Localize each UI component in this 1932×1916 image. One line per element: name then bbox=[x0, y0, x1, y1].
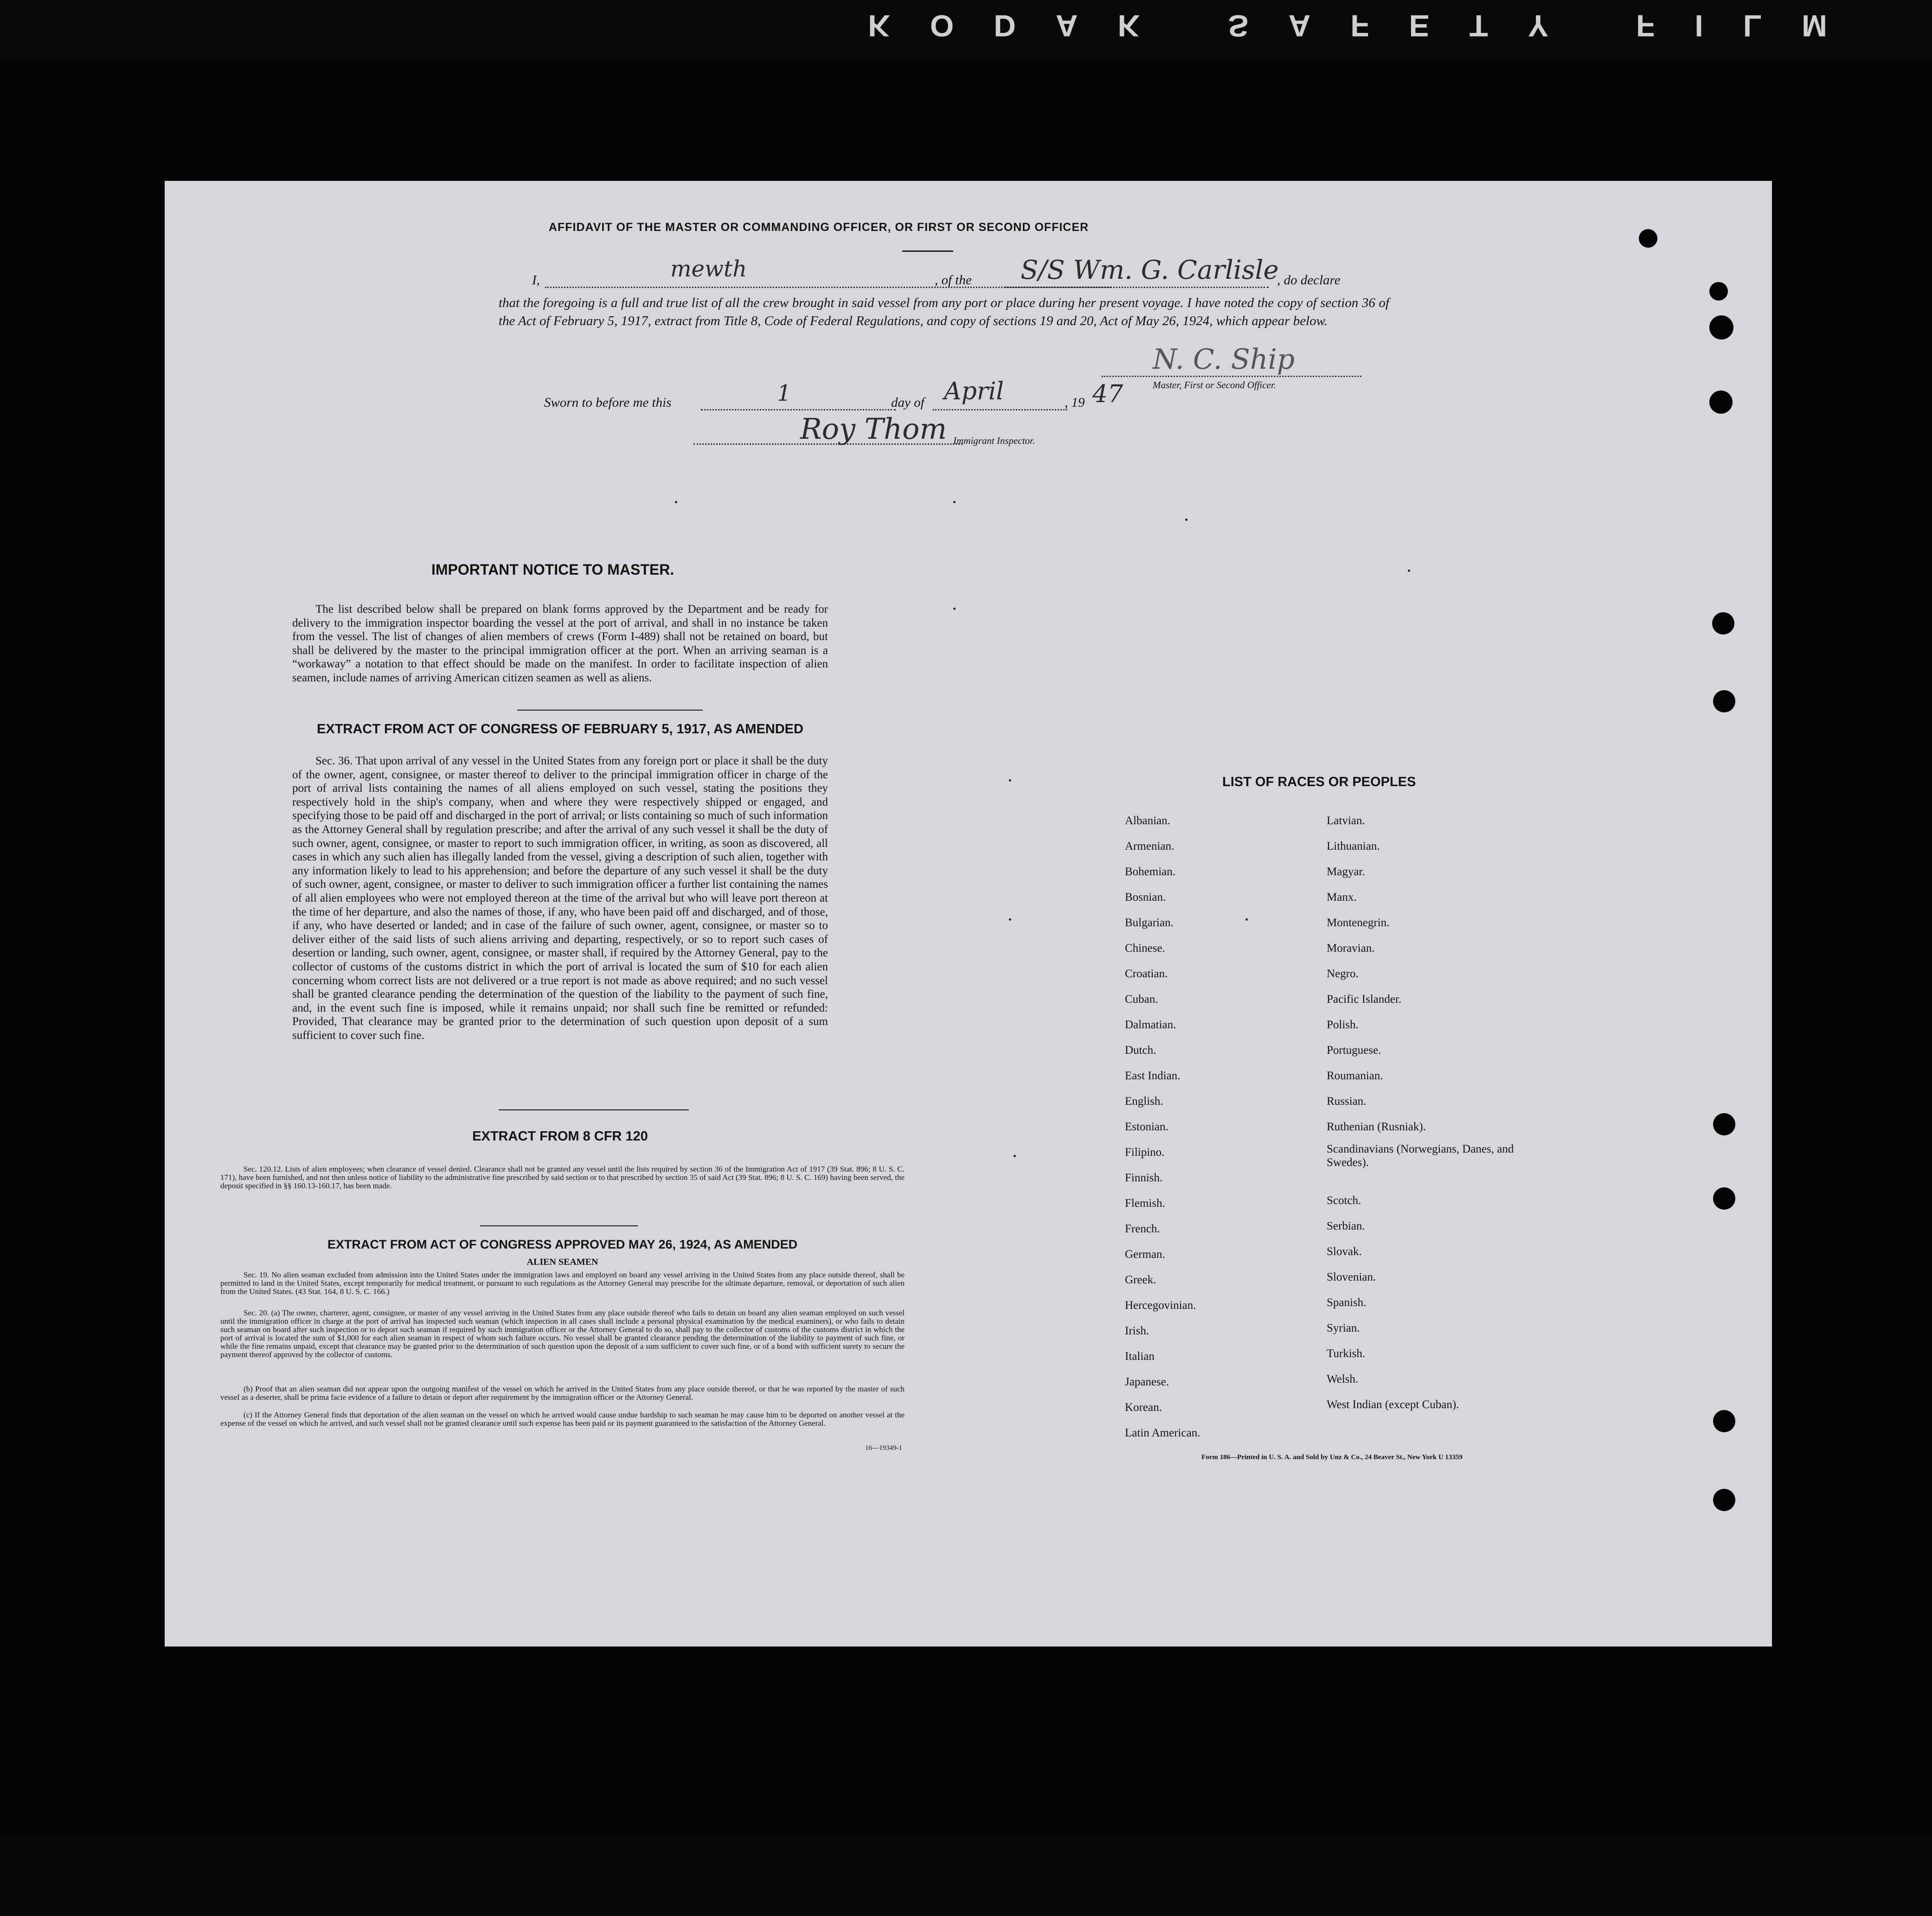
race-item: Greek. bbox=[1125, 1274, 1156, 1286]
vessel-line bbox=[1004, 287, 1269, 288]
races-left-list bbox=[1125, 808, 1301, 1446]
handwritten-name: mewth bbox=[670, 256, 747, 282]
document-page bbox=[165, 181, 1772, 1647]
race-item: Finnish. bbox=[1125, 1172, 1163, 1184]
race-item: Slovak. bbox=[1327, 1245, 1362, 1258]
extract-1924-heading: EXTRACT FROM ACT OF CONGRESS APPROVED MAY 26, 1924, AS AMENDED bbox=[327, 1237, 798, 1251]
extract-1924-subheading: ALIEN SEAMEN bbox=[526, 1257, 598, 1267]
race-item: Scotch. bbox=[1327, 1194, 1361, 1207]
race-item: Dutch. bbox=[1125, 1044, 1156, 1057]
race-item: Armenian. bbox=[1125, 840, 1175, 852]
race-item: Hercegovinian. bbox=[1125, 1299, 1196, 1312]
race-item: Pacific Islander. bbox=[1327, 993, 1402, 1006]
race-item: Spanish. bbox=[1327, 1296, 1367, 1309]
race-item: Montenegrin. bbox=[1327, 916, 1390, 929]
binder-hole bbox=[1713, 690, 1735, 712]
affidavit-of-the: , of the bbox=[935, 273, 972, 288]
extract-1924-sec20b: (b) Proof that an alien seaman did not appear upon the outgoing manifest of the vessel on which he arrived in the United States from any place outside thereof, or that he was reported by the master of such vessel as a deserter, shall be prima facie evidence of a failure to detain or deport after requirement by the immigration officer or the Attorney General. bbox=[220, 1384, 905, 1402]
race-item: Slovenian. bbox=[1327, 1271, 1376, 1283]
notice-rule bbox=[517, 710, 703, 711]
extract-1924-sec20a: Sec. 20. (a) The owner, charterer, agent, consignee, or master of any vessel arriving in the United States from any place outside thereof who fails to detain on board any alien seaman employed on such vessel until the immigration officer in charge at the port of arrival has inspected such seaman (which inspection in all cases shall include a personal physical examination by the medical examiners), or who fails to detain such seaman on board after such inspection or to deport such seaman if required by such immigration officer or the Attorney General to do so, shall pay to the collector of customs of the customs district in which the port of arrival is located the sum of $1,000 for each alien seaman in respect of whom such failure occurs. No vessel shall be granted clearance pending the determination of the liability to payment of such fine, or while the fine remains unpaid, except that clearance may be granted prior to the determination of such question upon the deposit of a sum sufficient to cover such fine, or of a bond with sufficient surety to secure the payment thereof approved by the collector of customs. bbox=[220, 1308, 905, 1359]
race-item: West Indian (except Cuban). bbox=[1327, 1398, 1459, 1411]
race-item: Estonian. bbox=[1125, 1121, 1168, 1133]
binder-hole bbox=[1639, 229, 1657, 248]
race-item: East Indian. bbox=[1125, 1070, 1181, 1082]
film-bottom-strip bbox=[0, 1837, 1932, 1916]
race-item: Dalmatian. bbox=[1125, 1019, 1176, 1031]
handwritten-month: April bbox=[944, 378, 1004, 405]
race-item: Manx. bbox=[1327, 891, 1357, 904]
speck bbox=[675, 501, 677, 503]
title-rule bbox=[902, 250, 953, 252]
cfr-rule bbox=[499, 1109, 689, 1110]
film-edge-text: KODAK SAFETY FILM bbox=[868, 9, 1867, 43]
binder-hole bbox=[1713, 1489, 1735, 1511]
extract-1917-heading: EXTRACT FROM ACT OF CONGRESS OF FEBRUARY 5, 1917, AS AMENDED bbox=[317, 722, 803, 737]
handwritten-vessel: S/S Wm. G. Carlisle bbox=[1021, 255, 1279, 285]
affidavit-pronoun: I, bbox=[532, 273, 540, 288]
race-item: Bulgarian. bbox=[1125, 916, 1174, 929]
race-item: Latvian. bbox=[1327, 814, 1365, 827]
race-item: Flemish. bbox=[1125, 1197, 1165, 1210]
race-item: Albanian. bbox=[1125, 814, 1170, 827]
extract-1917-body: Sec. 36. That upon arrival of any vessel in the United States from any foreign port or place it shall be the duty of the owner, agent, consignee, or master thereof to deliver to the principal immigration officer in charge of the port of arrival lists containing the names of all aliens employed on such vessel, stating the positions they respectively hold in the ship's company, when and where they were respectively shipped or engaged, and specifying those to be paid off and discharged in the port of arrival; or lists containing so much of such information as the Attorney General shall by regulation prescribe; and after the arrival of any such vessel it shall be the duty of such owner, agent, consignee, or master to report to such immigration officer, in writing, as soon as discovered, all cases in which any such alien has illegally landed from the vessel, giving a description of such alien, together with any information likely to lead to his apprehension; and before the departure of any such vessel it shall be the duty of such owner, agent, consignee, or master to deliver to such immigration officer a further list containing the names of all alien employees who were not employed thereon at the time of the arrival but who will leave port thereon at the time of her departure, and also the names of those, if any, who have been paid off and discharged, and of those, if any, who have deserted or landed; and in case of the failure of such owner, agent, consignee, or master so to deliver either of the said lists of such aliens arriving and departing, respectively, or so to report such cases of desertion or landing, such owner, agent, consignee, or master shall, if required by the Attorney General, pay to the collector of customs of the customs district in which the port of arrival is located the sum of $10 for each alien concerning whom correct lists are not delivered or a true report is not made as above required; and no such vessel shall be granted clearance pending the determination of the question of the liability to the payment of such fine, and, in the event such fine is imposed, while it remains unpaid; nor shall such fine be remitted or refunded: Provided, That clearance may be granted prior to the determination of such question upon deposit of a sum sufficient to cover such fine. bbox=[292, 755, 828, 1042]
binder-hole bbox=[1713, 1113, 1735, 1135]
inspector-caption: Immigrant Inspector. bbox=[953, 435, 1035, 446]
month-line bbox=[933, 409, 1067, 410]
race-item: Lithuanian. bbox=[1327, 840, 1380, 852]
races-right-list bbox=[1327, 808, 1531, 1417]
binder-hole bbox=[1713, 1410, 1735, 1432]
races-heading: LIST OF RACES OR PEOPLES bbox=[1222, 775, 1416, 789]
extract-cfr-heading: EXTRACT FROM 8 CFR 120 bbox=[472, 1129, 648, 1144]
race-item: Turkish. bbox=[1327, 1347, 1366, 1360]
film-edge-strip bbox=[0, 0, 1932, 58]
race-item: Croatian. bbox=[1125, 968, 1168, 980]
race-item: Serbian. bbox=[1327, 1220, 1365, 1232]
extract-1924-sec20c: (c) If the Attorney General finds that deportation of the alien seaman on the vessel on which he arrived would cause undue hardship to such seaman he may cause him to be deported on another vessel at the expense of the vessel on which he arrived, and such vessel shall not be granted clearance until such expense has been paid or its payment guaranteed to the satisfaction of the Attorney General. bbox=[220, 1410, 905, 1428]
binder-hole bbox=[1713, 1187, 1735, 1210]
day-line bbox=[701, 409, 896, 410]
race-item: Negro. bbox=[1327, 968, 1359, 980]
race-item: Italian bbox=[1125, 1350, 1155, 1363]
binder-hole bbox=[1709, 315, 1733, 340]
race-item: Latin American. bbox=[1125, 1427, 1200, 1439]
race-item: Korean. bbox=[1125, 1401, 1162, 1414]
inspector-line bbox=[693, 443, 963, 445]
race-item: Chinese. bbox=[1125, 942, 1165, 955]
race-item: Bosnian. bbox=[1125, 891, 1166, 904]
affidavit-title: AFFIDAVIT OF THE MASTER OR COMMANDING OFFICER, OR FIRST OR SECOND OFFICER bbox=[548, 221, 1089, 234]
sworn-prefix: Sworn to before me this bbox=[544, 395, 672, 410]
race-item: Portuguese. bbox=[1327, 1044, 1381, 1057]
speck bbox=[953, 501, 956, 503]
race-item: Moravian. bbox=[1327, 942, 1375, 955]
speck bbox=[1014, 1155, 1016, 1157]
race-item: Japanese. bbox=[1125, 1376, 1169, 1388]
race-item: Ruthenian (Rusniak). bbox=[1327, 1121, 1426, 1133]
inspector-signature: Roy Thom bbox=[800, 412, 947, 446]
printer-imprint: Form 186—Printed in U. S. A. and Sold by Unz & Co., 24 Beaver St., New York U 13359 bbox=[1201, 1454, 1463, 1461]
race-item: French. bbox=[1125, 1223, 1160, 1235]
race-item: Filipino. bbox=[1125, 1146, 1165, 1159]
form-number: 16—19349-1 bbox=[865, 1444, 902, 1452]
day-of: day of bbox=[891, 395, 924, 410]
race-item: German. bbox=[1125, 1248, 1165, 1261]
race-item: Syrian. bbox=[1327, 1322, 1360, 1334]
extract-cfr-body: Sec. 120.12. Lists of alien employees; when clearance of vessel denied. Clearance shall not be granted any vessel until the lists required by section 36 of the Immigration Act of 1917 (39 Stat. 896; 8 U. S. C. 171), have been furnished, and not then unless notice of liability to the administrative fine prescribed by said section or to that prescribed by section 35 of said Act (39 Stat. 896; 8 U. S. C. 169) having been served, the deposit specified in §§ 160.13-160.17, has been made. bbox=[220, 1165, 905, 1190]
race-item: Cuban. bbox=[1125, 993, 1158, 1006]
race-item: Polish. bbox=[1327, 1019, 1359, 1031]
affidavit-do-declare: , do declare bbox=[1277, 273, 1341, 288]
master-signature-line bbox=[1102, 376, 1361, 377]
binder-hole bbox=[1712, 612, 1734, 634]
handwritten-year: 47 bbox=[1092, 380, 1123, 408]
binder-hole bbox=[1709, 282, 1728, 301]
race-item: Irish. bbox=[1125, 1325, 1149, 1337]
notice-body: The list described below shall be prepared on blank forms approved by the Department and be ready for delivery to the immigration inspector boarding the vessel at the port of arrival, and shall in no instance be taken from the vessel. The list of changes of alien members of crews (Form I-489) shall not be retained on board, but shall be delivered by the master to the principal immigration officer at the port. When an arriving seaman is a “workaway” a notation to that effect should be made on the manifest. In order to facilitate inspection of alien seamen, include names of arriving American citizen seamen as well as aliens. bbox=[292, 603, 828, 684]
race-item: English. bbox=[1125, 1095, 1163, 1108]
notice-heading: IMPORTANT NOTICE TO MASTER. bbox=[431, 561, 674, 578]
master-signature: N. C. Ship bbox=[1153, 343, 1295, 376]
race-item: Roumanian. bbox=[1327, 1070, 1383, 1082]
extract-1924-sec19: Sec. 19. No alien seaman excluded from admission into the United States under the immigration laws and employed on board any vessel arriving in the United States from any place outside thereof, shall be permitted to land in the United States, except temporarily for medical treatment, or pursuant to such regulations as the Attorney General may prescribe for the ultimate departure, removal, or deportation of such alien from the United States. (43 Stat. 164, 8 U. S. C. 166.) bbox=[220, 1270, 905, 1296]
speck bbox=[1408, 570, 1410, 572]
affidavit-body: that the foregoing is a full and true list of all the crew brought in said vessel from any port or place during her present voyage. I have noted the copy of section 36 of the Act of February 5, 1917, extract from Title 8, Code of Federal Regulations, and copy of sections 19 and 20, Act of May 26, 1924, which appear below. bbox=[499, 295, 1389, 328]
race-item: Bohemian. bbox=[1125, 865, 1176, 878]
handwritten-day: 1 bbox=[777, 380, 791, 406]
race-item: Magyar. bbox=[1327, 865, 1365, 878]
year-prefix: , 19 bbox=[1065, 395, 1085, 410]
speck bbox=[1009, 779, 1011, 782]
race-item: Welsh. bbox=[1327, 1373, 1359, 1385]
race-item: Scandinavians (Norwegians, Danes, and Swedes). bbox=[1327, 1143, 1514, 1169]
speck bbox=[953, 608, 956, 610]
speck bbox=[1185, 519, 1187, 521]
master-caption: Master, First or Second Officer. bbox=[1153, 379, 1276, 391]
cfr-end-rule bbox=[480, 1225, 638, 1226]
binder-hole bbox=[1709, 391, 1733, 414]
race-item: Russian. bbox=[1327, 1095, 1367, 1108]
speck bbox=[1009, 918, 1011, 921]
